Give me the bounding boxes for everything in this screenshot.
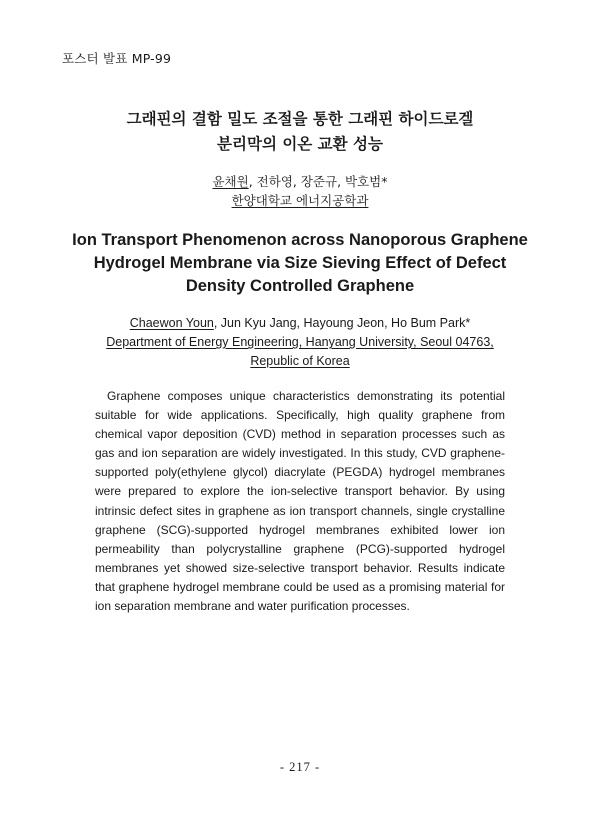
english-authors	[0, 314, 600, 371]
co-authors-english: , Jun Kyu Jang, Hayoung Jeon, Ho Bum Park*	[213, 316, 471, 330]
english-title	[0, 229, 600, 298]
english-affiliation-line: Republic of Korea	[250, 354, 350, 368]
english-affiliation	[0, 333, 600, 352]
korean-authors	[0, 172, 600, 210]
abstract-text: Graphene composes unique characteristics demonstrating its potential suitable for wide applications. Specifically, high quality graphene from chemical vapor deposition (CVD) method in separation processes such as gas and ion separation are widely investigated. In this study, CVD graphene-supported poly(ethylene glycol) diacrylate (PEGDA) hydrogel membranes were prepared to explore the ion-selective transport behavior. By using intrinsic defect sites in graphene as ion transport channels, single crystalline graphene (SCG)-supported hydrogel membranes exhibited lower ion permeability than polycrystalline graphene (PCG)-supported hydrogel membranes yet showed size-selective transport behavior. Results indicate that graphene hydrogel membrane could be used as a promising material for ion separation membrane and water purification processes.	[95, 389, 505, 614]
presenting-author-korean: 윤채원	[212, 174, 249, 189]
korean-title-line: 그래핀의 결함 밀도 조절을 통한 그래핀 하이드로겔	[126, 110, 474, 128]
korean-title	[0, 107, 600, 157]
english-title-line: Density Controlled Graphene	[185, 277, 415, 295]
english-affiliation-line: Department of Energy Engineering, Hanyang University, Seoul 04763,	[106, 335, 494, 349]
co-authors-korean: , 전하영, 장준규, 박호범*	[248, 174, 388, 189]
korean-affiliation	[0, 191, 600, 210]
poster-label: 포스터 발표 MP-99	[62, 51, 172, 66]
korean-title-line: 분리막의 이온 교환 성능	[217, 135, 383, 153]
korean-affiliation-text: 한양대학교 에너지공학과	[231, 193, 369, 208]
english-author-list	[0, 314, 600, 333]
english-title-line: Ion Transport Phenomenon across Nanoporous Graphene	[72, 231, 528, 249]
page-number: - 217 -	[279, 760, 321, 774]
korean-author-list	[0, 172, 600, 191]
english-affiliation	[0, 352, 600, 371]
english-title-line: Hydrogel Membrane via Size Sieving Effect of Defect	[93, 254, 507, 272]
presenting-author-english: Chaewon Youn	[129, 316, 214, 330]
